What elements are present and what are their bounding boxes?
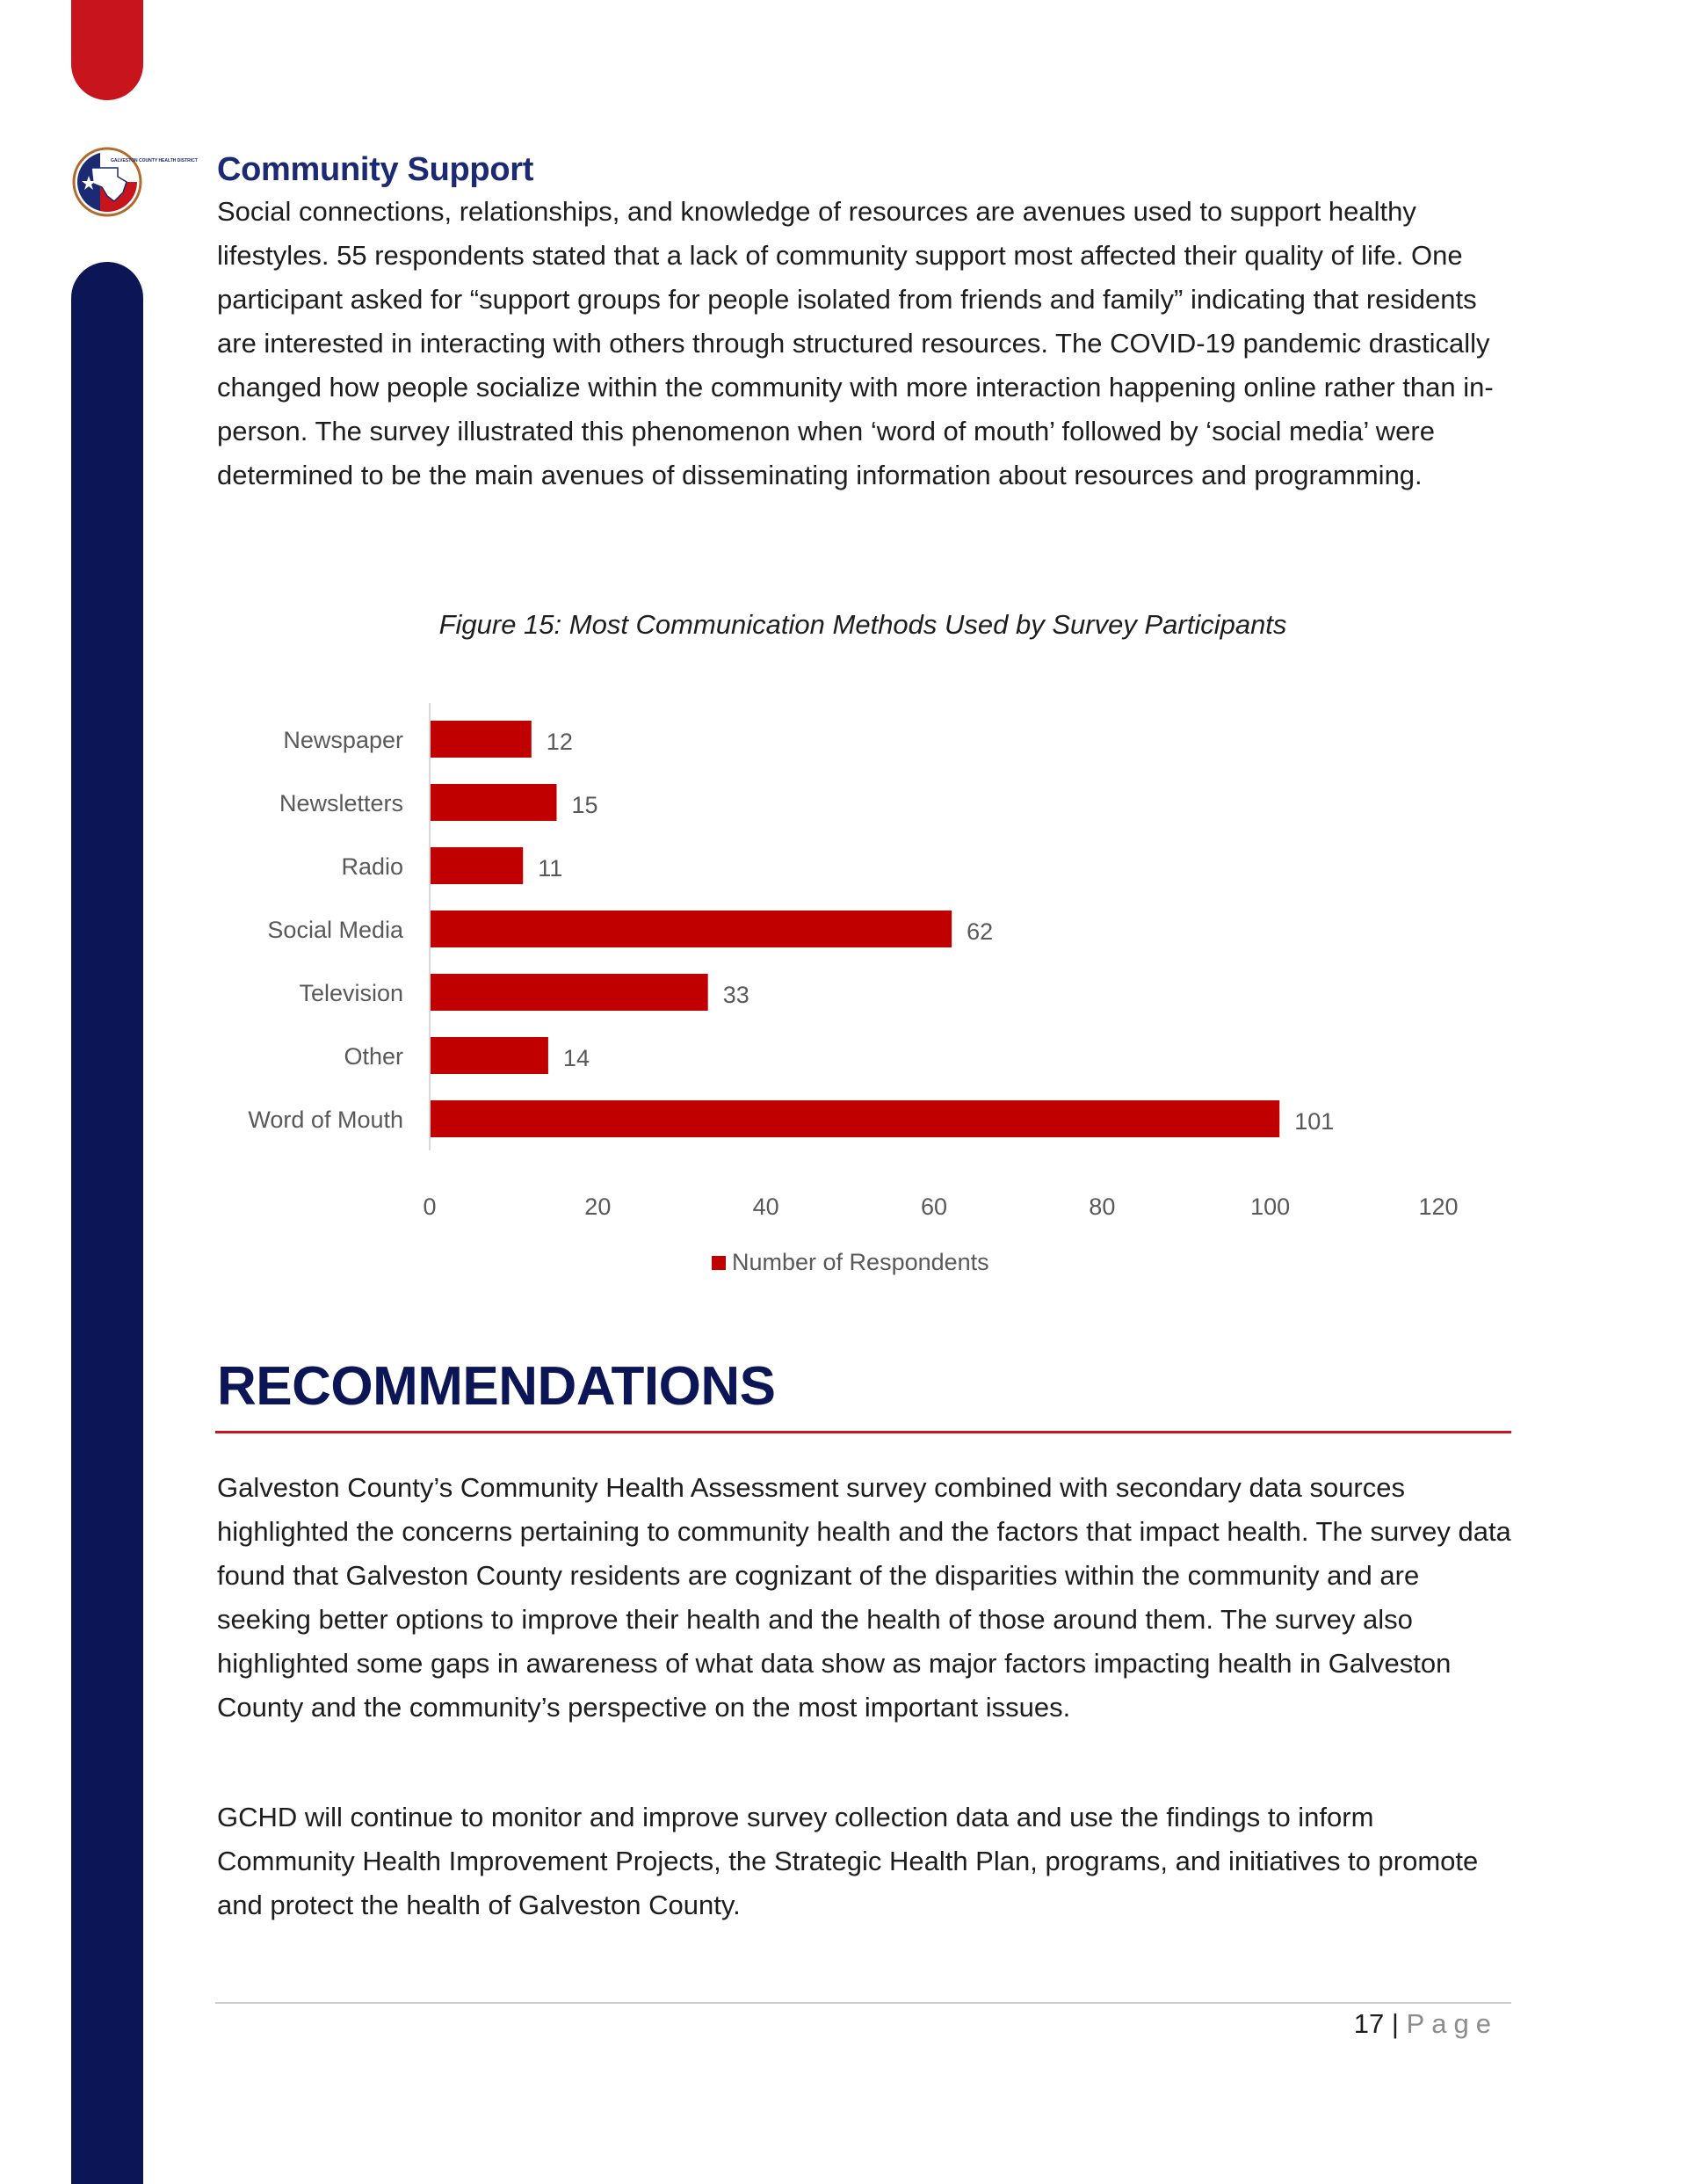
legend-swatch (712, 1256, 726, 1270)
communication-methods-chart (217, 686, 1509, 1275)
category-label: Television (299, 980, 403, 1006)
data-label: 15 (571, 792, 598, 818)
category-label: Radio (341, 853, 403, 880)
category-label: Newspaper (283, 727, 403, 753)
x-tick-label: 100 (1250, 1194, 1291, 1220)
category-label: Newsletters (279, 790, 403, 816)
data-label: 62 (967, 918, 994, 945)
x-tick-label: 120 (1418, 1194, 1459, 1220)
data-label: 11 (538, 855, 563, 882)
recommendations-divider (215, 1431, 1511, 1433)
bar (431, 1037, 548, 1074)
recommendations-heading: RECOMMENDATIONS (217, 1356, 776, 1417)
x-tick-label: 80 (1089, 1194, 1116, 1220)
x-tick-label: 40 (752, 1194, 779, 1220)
page-footer (1354, 2008, 1498, 2040)
category-label: Word of Mouth (248, 1107, 403, 1133)
decorative-side-bar (71, 262, 143, 2184)
page-separator: | (1391, 2008, 1399, 2039)
recommendations-paragraph-1: Galveston County’s Community Health Assessment survey combined with secondary data sources highlighted the concerns pertaining to community health and the factors that impact health. The survey data found that Galveston County residents are cognizant of the disparities within the community and are seeking better options to improve their health and the health of those around them. The survey also highlighted some gaps in awareness of what data show as major factors impacting health in Galveston County and the community’s perspective on the most important issues. (217, 1472, 1511, 1723)
bar-chart-svg (217, 686, 1509, 1275)
community-support-paragraph: Social connections, relationships, and knowledge of resources are avenues used to support healthy lifestyles. 55 respondents stated that a lack of community support most affected their quality of life. One participant asked for “support groups for people isolated from friends and family” indicating that residents are interested in interacting with others through structured resources. The COVID-19 pandemic drastically changed how people socialize within the community with more interaction happening online rather than in-person. The survey illustrated this phenomenon when ‘word of mouth’ followed by ‘social media’ were determined to be the main avenues of disseminating information about resources and programming. (217, 196, 1494, 490)
x-tick-label: 60 (920, 1194, 948, 1220)
data-label: 101 (1294, 1108, 1335, 1135)
data-label: 33 (722, 982, 749, 1008)
recommendations-paragraph-2: GCHD will continue to monitor and improve survey collection data and use the findings to inform Community Health Improvement Projects, the Strategic Health Plan, programs, and initiatives to promote and protect the health of Galveston County. (217, 1802, 1479, 1920)
legend-label: Number of Respondents (732, 1249, 989, 1275)
category-label: Other (344, 1043, 403, 1070)
page-number: 17 (1353, 2008, 1385, 2039)
bar (431, 721, 532, 758)
bar (431, 974, 708, 1011)
bar (431, 1100, 1279, 1137)
footer-divider (215, 2002, 1511, 2004)
x-tick-label: 20 (584, 1194, 612, 1220)
bar (431, 911, 952, 947)
x-tick-label: 0 (423, 1194, 437, 1220)
data-label: 12 (546, 729, 573, 755)
category-label: Social Media (267, 917, 403, 943)
county-health-seal-icon (72, 147, 198, 217)
decorative-red-tab (71, 0, 143, 100)
bar (431, 847, 523, 884)
data-label: 14 (562, 1045, 590, 1071)
page-label: Page (1406, 2008, 1498, 2039)
section-heading-community-support: Community Support (217, 151, 534, 188)
figure-caption: Figure 15: Most Communication Methods Used by Survey Participants (438, 609, 1287, 640)
seal-text: GALVESTON COUNTY HEALTH DISTRICT (111, 158, 198, 163)
bar (431, 784, 557, 821)
